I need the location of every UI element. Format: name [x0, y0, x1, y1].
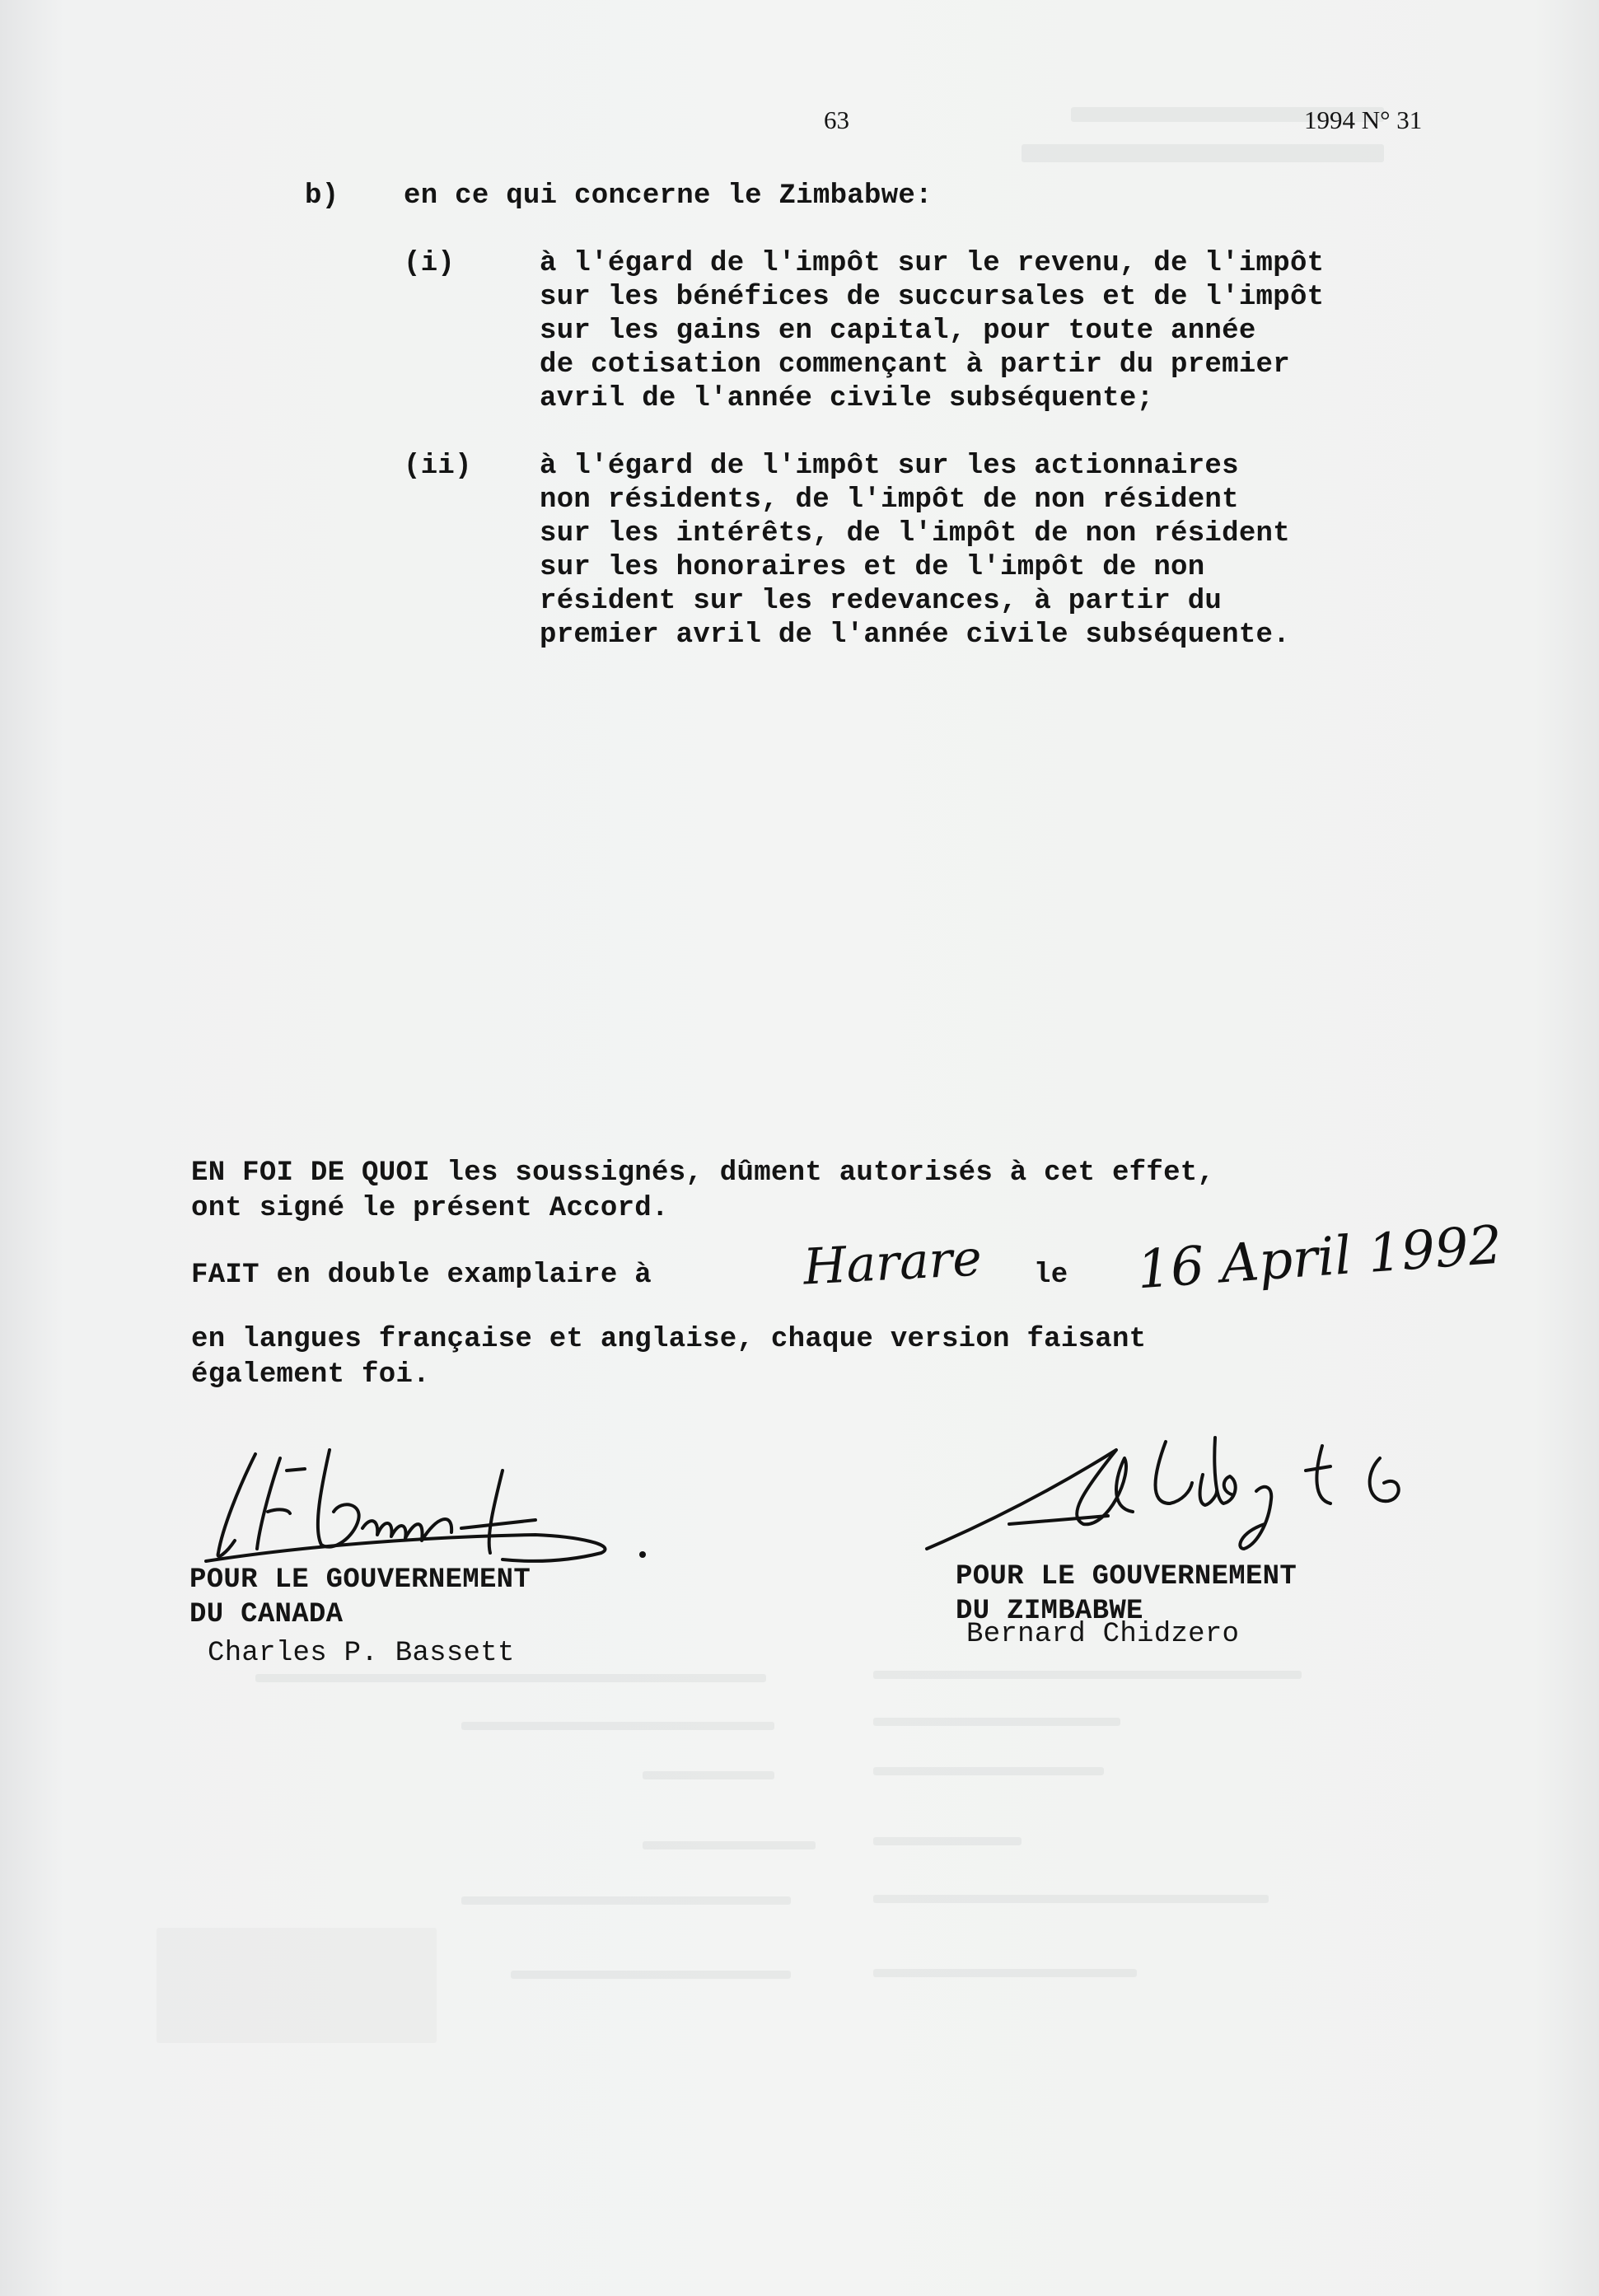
item-marker-b: b) — [305, 180, 339, 212]
sub-item-i-line: sur les gains en capital, pour toute année — [540, 316, 1256, 347]
sub-item-marker-i: (i) — [404, 248, 456, 279]
signatory-zimbabwe-line2: DU ZIMBABWE — [956, 1596, 1143, 1627]
witness-clause-line: ont signé le présent Accord. — [191, 1193, 669, 1224]
signatory-zimbabwe-name: Bernard Chidzero — [966, 1619, 1240, 1650]
sub-item-marker-ii: (ii) — [404, 451, 472, 482]
sub-item-ii-line: à l'égard de l'impôt sur les actionnaires — [540, 451, 1239, 482]
le-label: le — [1034, 1260, 1068, 1291]
language-clause-line: en langues française et anglaise, chaque version faisant — [191, 1324, 1147, 1355]
signature-zimbabwe — [919, 1425, 1495, 1557]
sub-item-ii-line: premier avril de l'année civile subséquente. — [540, 620, 1290, 651]
fait-label: FAIT en double examplaire à — [191, 1260, 652, 1291]
language-clause-line: également foi. — [191, 1359, 430, 1391]
sub-item-i-line: à l'égard de l'impôt sur le revenu, de l'impôt — [540, 248, 1325, 279]
gazette-issue: 1994 N° 31 — [1304, 105, 1423, 134]
sub-item-i-line: sur les bénéfices de succursales et de l'impôt — [540, 282, 1325, 313]
sub-item-ii-line: non résidents, de l'impôt de non résident — [540, 484, 1239, 516]
sub-item-i-line: avril de l'année civile subséquente; — [540, 383, 1154, 414]
sub-item-ii-line: sur les honoraires et de l'impôt de non — [540, 552, 1205, 583]
sub-item-ii-line: résident sur les redevances, à partir du — [540, 586, 1223, 617]
signatory-canada-name: Charles P. Bassett — [208, 1638, 515, 1669]
page-number: 63 — [824, 105, 849, 134]
sub-item-ii-line: sur les intérêts, de l'impôt de non résident — [540, 518, 1290, 549]
witness-clause-line: EN FOI DE QUOI les soussignés, dûment autorisés à cet effet, — [191, 1157, 1215, 1189]
signature-canada — [189, 1438, 684, 1569]
handwritten-place: Harare — [802, 1229, 984, 1297]
signatory-canada-line1: POUR LE GOUVERNEMENT — [189, 1564, 531, 1596]
sub-item-i-line: de cotisation commençant à partir du premier — [540, 349, 1290, 381]
signatory-canada-line2: DU CANADA — [189, 1599, 344, 1630]
handwritten-date: 16 April 1992 — [1134, 1214, 1504, 1302]
item-b-text: en ce qui concerne le Zimbabwe: — [404, 180, 933, 212]
signatory-zimbabwe-line1: POUR LE GOUVERNEMENT — [956, 1561, 1297, 1592]
